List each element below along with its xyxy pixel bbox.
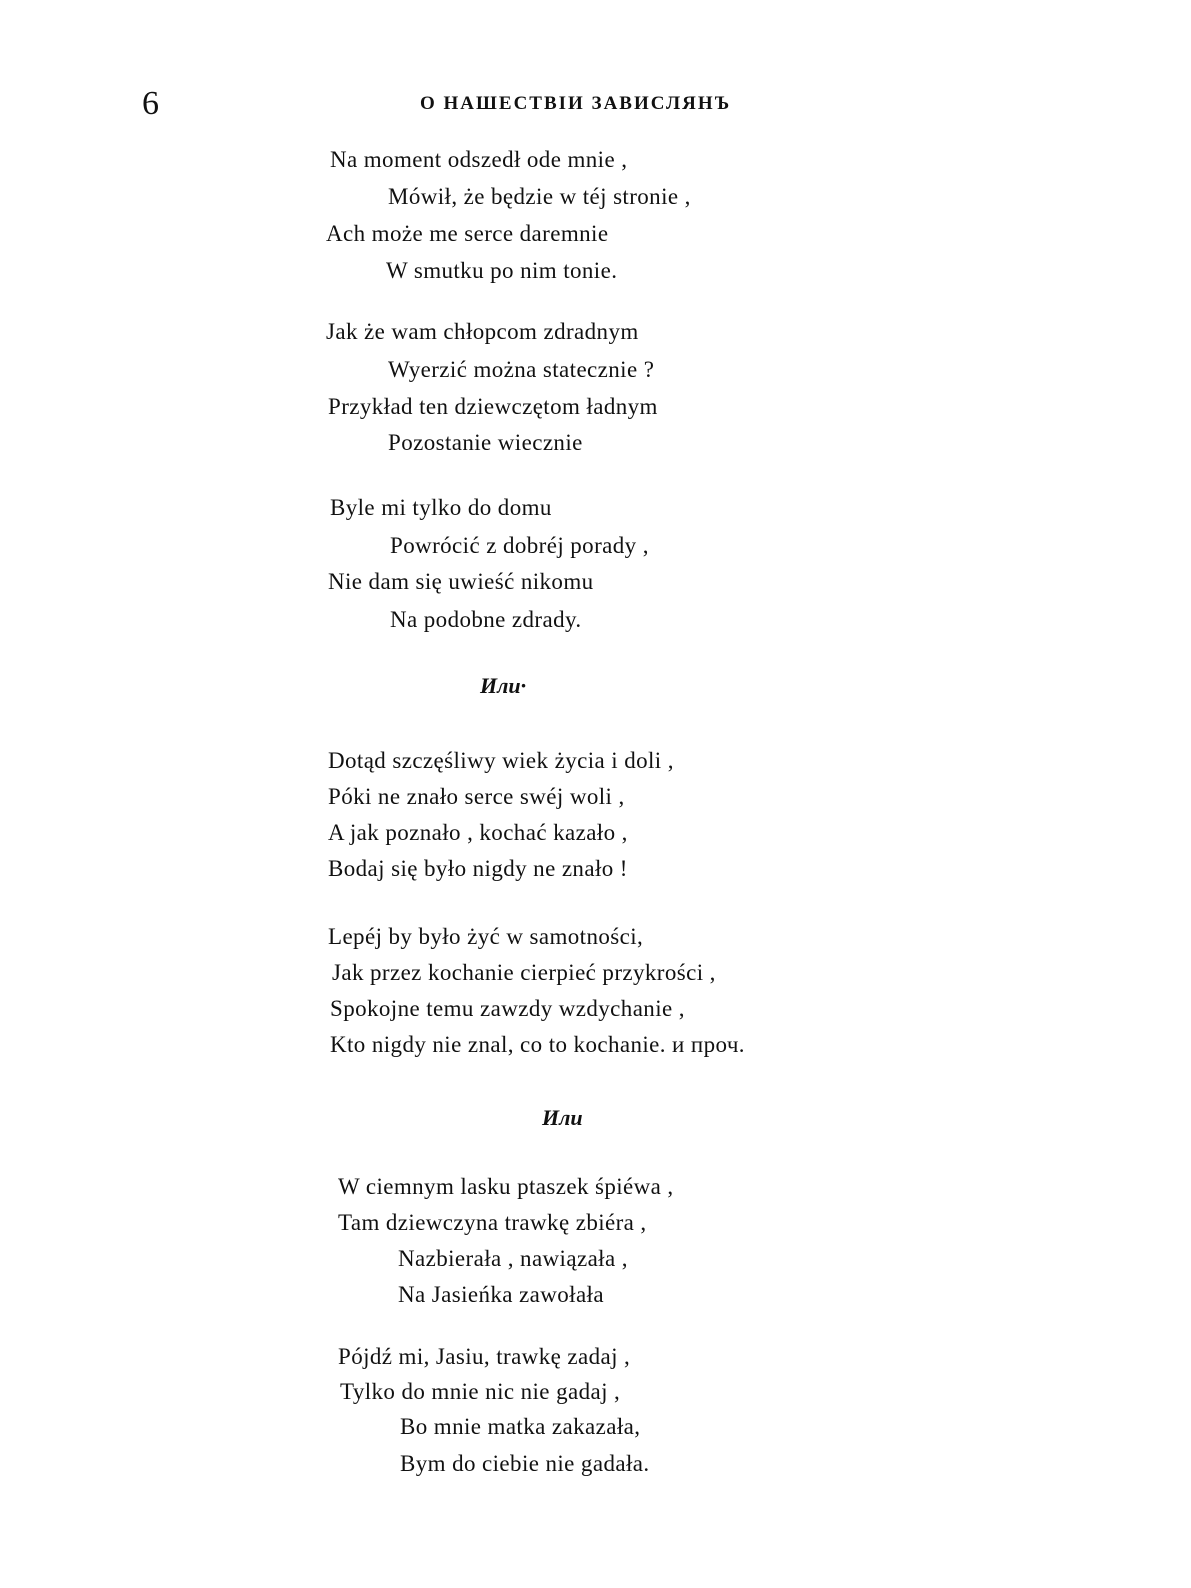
verse-line: Bo mnie matka zakazała, [400, 1414, 641, 1439]
verse-line: Na moment odszedł ode mnie , [330, 147, 628, 172]
verse-line: W ciemnym lasku ptaszek śpiéwa , [338, 1174, 674, 1199]
verse-line: Tylko do mnie nic nie gadaj , [340, 1379, 621, 1404]
verse-line: Póki ne znało serce swéj woli , [328, 784, 625, 809]
verse-line: Ach może me serce daremnie [326, 221, 609, 246]
running-head: О НАШЕСТВІИ ЗАВИСЛЯНЪ [420, 93, 732, 114]
verse-line: Jak że wam chłopcom zdradnym [326, 319, 639, 344]
verse-line: Przykład ten dziewczętom ładnym [328, 394, 658, 419]
verse-line: Nie dam się uwieść nikomu [328, 569, 594, 594]
verse-line: A jak poznało , kochać kazało , [328, 820, 628, 845]
verse-line: Pozostanie wiecznie [388, 430, 583, 455]
verse-line: Pójdź mi, Jasiu, trawkę zadaj , [338, 1344, 631, 1369]
verse-line: Spokojne temu zawzdy wzdychanie , [330, 996, 685, 1021]
verse-line: Nazbierała , nawiązała , [398, 1246, 628, 1271]
verse-line: Jak przez kochanie cierpieć przykrości , [332, 960, 716, 985]
verse-line: Tam dziewczyna trawkę zbiéra , [338, 1210, 647, 1235]
section-heading: Или [542, 1105, 583, 1130]
verse-line: Bym do ciebie nie gadała. [400, 1451, 650, 1476]
page-number: 6 [142, 85, 159, 122]
verse-line: W smutku po nim tonie. [386, 258, 618, 283]
verse-line: Wyerzić można statecznie ? [388, 357, 655, 382]
verse-line: Bodaj się było nigdy ne znało ! [328, 856, 628, 881]
verse-line: Powrócić z dobréj porady , [390, 533, 649, 558]
verse-line: Na Jasieńka zawołała [398, 1282, 604, 1307]
verse-line: Dotąd szczęśliwy wiek życia i doli , [328, 748, 674, 773]
verse-line: Kto nigdy nie znal, co to kochanie. и проч. [330, 1032, 745, 1057]
verse-line: Mówił, że będzie w téj stronie , [388, 184, 691, 209]
verse-line: Na podobne zdrady. [390, 607, 582, 632]
section-heading: Или· [480, 673, 527, 698]
verse-line: Lepéj by było żyć w samotności, [328, 924, 644, 949]
verse-line: Byle mi tylko do domu [330, 495, 552, 520]
